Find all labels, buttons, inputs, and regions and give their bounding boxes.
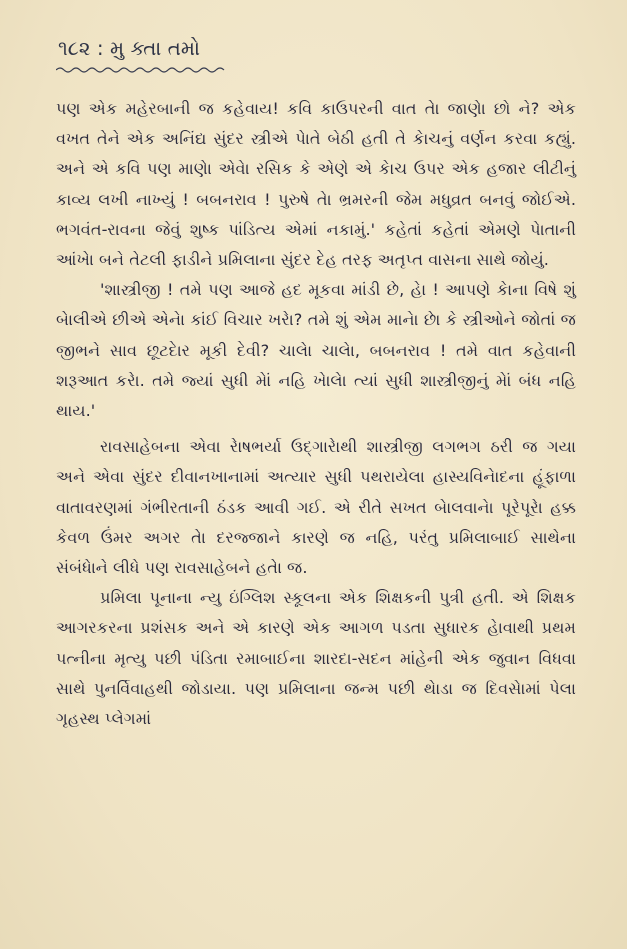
running-head: ૧૮૨ : મુ ક્તા તમો: [58, 36, 200, 60]
paragraph: 'શાસ્ત્રીજી ! તમે પણ આજે હદ મૂકવા માંડી છે, હેા ! આપણે કેાના વિષે શું બેાલીએ છીએ એનેા કાંઈ વિચાર ખરેા? તમે શું એમ માનેા છેા કે સ્ત્રીઓને જોતાં જ જીભને સાવ છૂટદેાર મૂકી દેવી? ચાલેા ચાલેા, બબનરાવ ! તમે વાત કહેવાની શરૂઆત કરેા. તમે જ્યાં સુધી મેાં નહિ ખેાલેા ત્યાં સુધી શાસ્ત્રીજીનું મેાં બંધ નહિ થાય.': [56, 280, 576, 421]
paragraph: પણ એક મહેરબાની જ કહેવાય! કવિ કાઉપરની વાત તેા જાણેા છો ને? એક વખત તેને એક અનિંદ્ય સુંદર સ્ત્રીએ પેાતે બેઠી હતી તે કેાચનું વર્ણન કરવા કહ્યું. અને એ કવિ પણ માણેા એવેા રસિક કે એણે એ કેાચ ઉપર એક હજાર લીટીનું કાવ્ય લખી નાખ્યું ! બબનરાવ ! પુરુષે તેા ભ્રમરની જેમ મધુવ્રત બનવું જોઈએ. ભગવંત-રાવના જેવું શુષ્ક પાંડિત્ય એમાં નકામું.' કહેતાં કહેતાં એમણે પેાતાની આંખેા બને તેટલી ફાડીને પ્રમિલાના સુંદર દેહ તરફ અતૃપ્ત વાસના સાથે જોયું.: [56, 99, 576, 270]
wavy-rule: [56, 66, 226, 74]
paragraph: રાવસાહેબના એવા રેાષભર્યા ઉદ્ગારેાથી શાસ્ત્રીજી લગભગ ઠરી જ ગયા અને એવા સુંદર દીવાનખાનામાં અત્યાર સુધી પથરાયેલા હાસ્યવિનેાદના હૂંફાળા વાતાવરણમાં ગંભીરતાની ઠંડક આવી ગઈ. એ રીતે સખત બેાલવાનેા પૂરેપૂરેા હક્ક કેવળ ઉંમર અગર તેા દરજ્જાને કારણે જ નહિ, પરંતુ પ્રમિલાબાઈ સાથેના સંબંધેાને લીધે પણ રાવસાહેબને હતેા જ.: [56, 437, 576, 578]
paragraph: પ્રમિલા પૂનાના ન્યુ ઇંગ્લિશ સ્કૂલના એક શિક્ષકની પુત્રી હતી. એ શિક્ષક આગરકરના પ્રશંસક અને એ કારણે એક આગળ પડતા સુધારક હેાવાથી પ્રથમ પત્નીના મૃત્યુ પછી પંડિતા રમાબાઈના શારદા-સદન માંહેની એક જુવાન વિધવા સાથે પુનર્વિવાહથી જોડાયા. પણ પ્રમિલાના જન્મ પછી થેાડા જ દિવસેામાં પેલા ગૃહસ્થ પ્લેગમાં: [56, 588, 576, 729]
body-text: [56, 94, 576, 734]
